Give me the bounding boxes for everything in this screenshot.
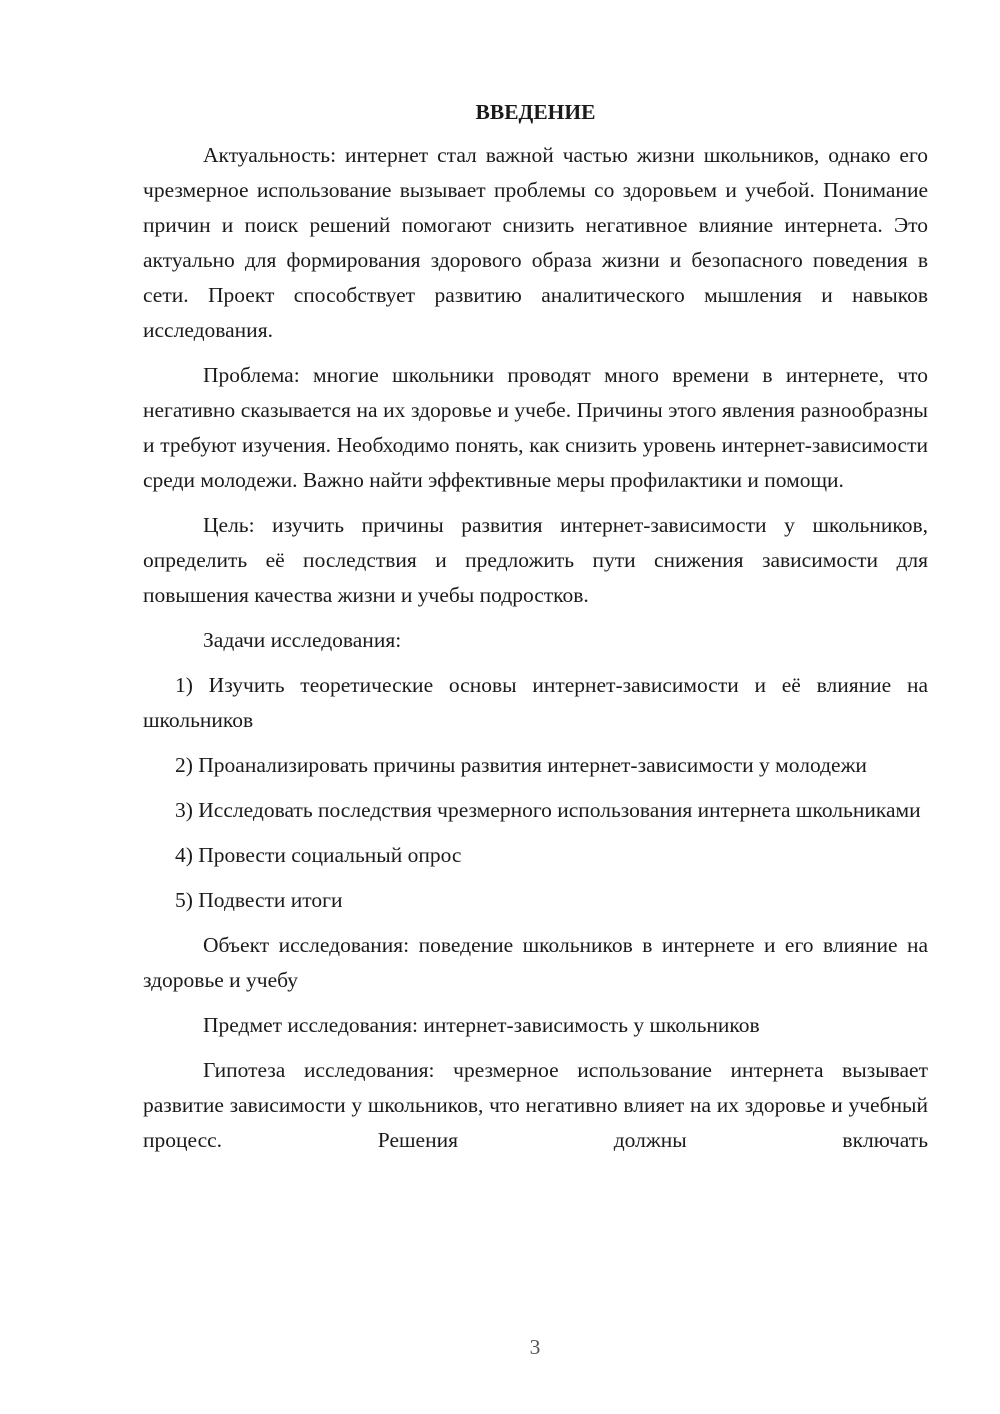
- paragraph-hypothesis: Гипотеза исследования: чрезмерное использование интернета вызывает развитие зависимости у школьников, что негативно влияет на их здоровье и учебный процесс. Решения должны включать: [143, 1058, 928, 1152]
- task-item-5: 5) Подвести итоги: [175, 888, 343, 912]
- task-item-3: 3) Исследовать последствия чрезмерного использования интернета школьниками: [175, 798, 921, 822]
- task-item-1: 1) Изучить теоретические основы интернет-зависимости и её влияние на школьников: [143, 673, 928, 732]
- task-item-2: 2) Проанализировать причины развития интернет-зависимости у молодежи: [175, 753, 867, 777]
- paragraph-goal: Цель: изучить причины развития интернет-зависимости у школьников, определить её последствия и предложить пути снижения зависимости для повышения качества жизни и учебы подростков.: [143, 513, 928, 607]
- paragraph-subject: Предмет исследования: интернет-зависимость у школьников: [203, 1013, 760, 1037]
- paragraph-problem: Проблема: многие школьники проводят много времени в интернете, что негативно сказывается на их здоровье и учебе. Причины этого явления разнообразны и требуют изучения. Необходимо понять, как снизить уровень интернет-зависимости среди молодежи. Важно найти эффективные меры профилактики и помощи.: [143, 363, 928, 492]
- task-item-4: 4) Провести социальный опрос: [175, 843, 462, 867]
- paragraph-object: Объект исследования: поведение школьников в интернете и его влияние на здоровье и учебу: [143, 933, 928, 992]
- section-title: ВВЕДЕНИЕ: [475, 100, 596, 124]
- tasks-heading: Задачи исследования:: [203, 628, 402, 652]
- paragraph-relevance: Актуальность: интернет стал важной частью жизни школьников, однако его чрезмерное использование вызывает проблемы со здоровьем и учебой. Понимание причин и поиск решений помогают снизить негативное влияние интернета. Это актуально для формирования здорового образа жизни и безопасного поведения в сети. Проект способствует развитию аналитического мышления и навыков исследования.: [143, 143, 928, 342]
- page-content: [143, 95, 928, 1168]
- page-number: 3: [529, 1335, 541, 1359]
